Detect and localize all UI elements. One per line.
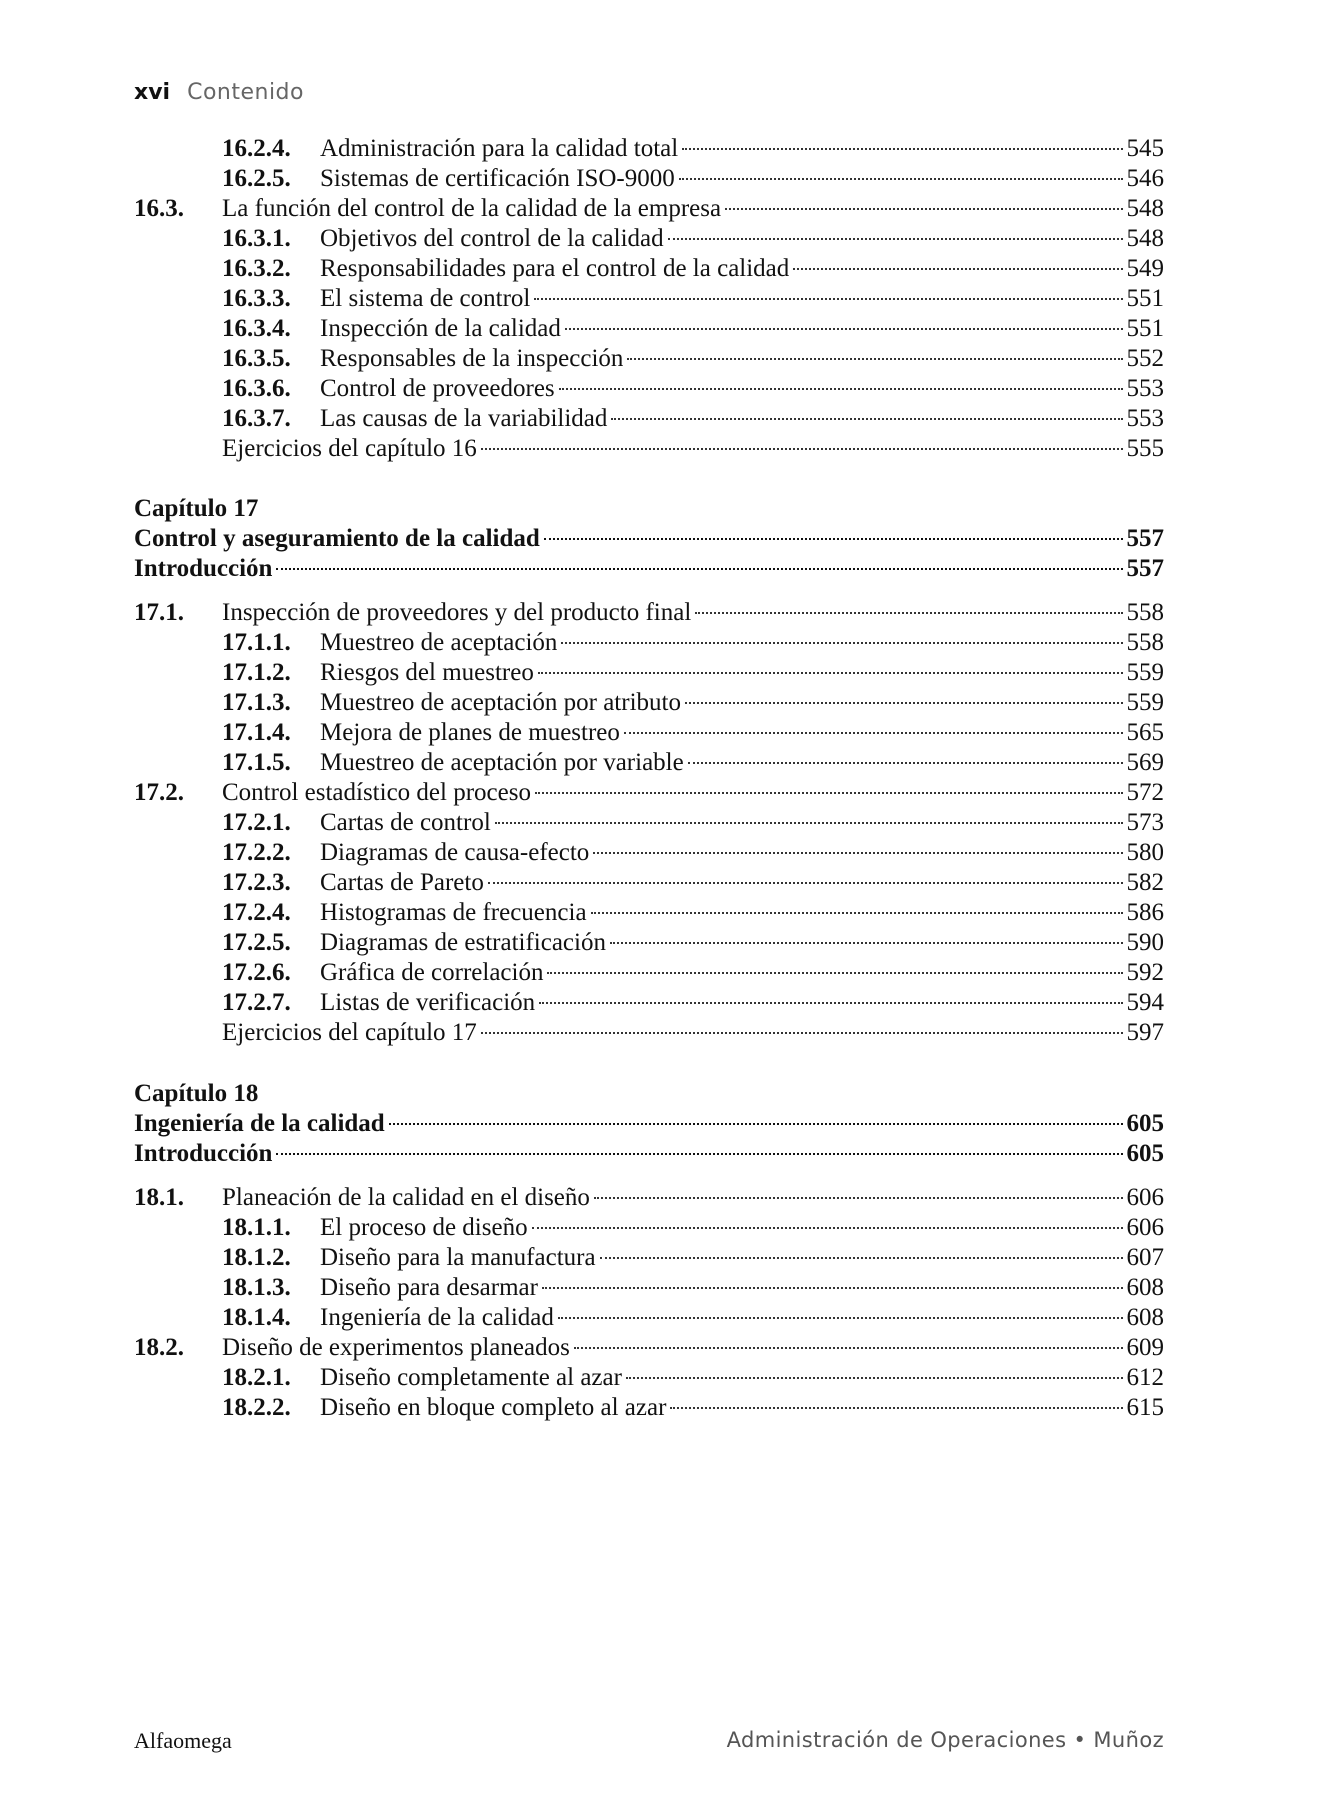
toc-entry[interactable] (134, 689, 1164, 723)
toc-entry[interactable] (134, 1184, 1164, 1218)
entry-title: Cartas de Pareto (320, 869, 484, 896)
entry-page: 555 (1126, 435, 1164, 462)
entry-number: 18.2. (134, 1334, 184, 1361)
entry-title: Responsabilidades para el control de la calidad (320, 255, 790, 282)
entry-page: 615 (1126, 1394, 1164, 1421)
entry-title: Inspección de proveedores y del producto final (222, 599, 692, 626)
entry-title: Diseño para desarmar (320, 1274, 538, 1301)
dot-leader (600, 1257, 1123, 1259)
dot-leader (624, 732, 1123, 734)
entry-number: 16.2.4. (222, 135, 291, 162)
entry-title: Objetivos del control de la calidad (320, 225, 664, 252)
entry-number: 17.1. (134, 599, 184, 626)
entry-line (320, 869, 1164, 897)
entry-line (320, 315, 1164, 343)
entry-title: Las causas de la variabilidad (320, 405, 608, 432)
entry-number: 16.3.2. (222, 255, 291, 282)
chapter-label: Capítulo 18 (134, 1080, 259, 1107)
dot-leader (535, 792, 1123, 794)
toc-entry[interactable] (134, 989, 1164, 1023)
entry-title: Ejercicios del capítulo 17 (222, 1019, 477, 1046)
entry-line (320, 165, 1164, 193)
toc-entry[interactable] (134, 1019, 1164, 1053)
toc-entry[interactable] (134, 1364, 1164, 1398)
dot-leader (495, 822, 1123, 824)
entry-title: Gráfica de correlación (320, 959, 544, 986)
entry-number: 17.2.5. (222, 929, 291, 956)
entry-number: 17.2.7. (222, 989, 291, 1016)
dot-leader (626, 1377, 1123, 1379)
entry-title: Introducción (134, 1140, 273, 1167)
dot-leader (565, 328, 1123, 330)
entry-number: 17.2.3. (222, 869, 291, 896)
entry-page: 605 (1126, 1140, 1164, 1167)
toc-entry[interactable] (134, 779, 1164, 813)
entry-number: 16.3.1. (222, 225, 291, 252)
entry-page: 557 (1126, 525, 1164, 552)
entry-title: Riesgos del muestreo (320, 659, 534, 686)
entry-number: 18.2.1. (222, 1364, 291, 1391)
entry-line (222, 1184, 1164, 1212)
toc-entry[interactable] (134, 899, 1164, 933)
entry-number: 16.3.4. (222, 315, 291, 342)
entry-title: Inspección de la calidad (320, 315, 561, 342)
entry-number: 16.3.3. (222, 285, 291, 312)
toc-entry[interactable] (134, 749, 1164, 783)
entry-line (320, 135, 1164, 163)
entry-line (320, 225, 1164, 253)
entry-number: 17.2. (134, 779, 184, 806)
entry-title: El proceso de diseño (320, 1214, 528, 1241)
entry-title: Ingeniería de la calidad (134, 1110, 385, 1137)
entry-line (320, 629, 1164, 657)
dot-leader (725, 208, 1122, 210)
entry-line (320, 375, 1164, 403)
entry-page: 559 (1126, 689, 1164, 716)
toc-entry[interactable] (134, 1394, 1164, 1428)
toc-entry[interactable] (134, 659, 1164, 693)
introduction-row[interactable] (134, 1140, 1164, 1174)
entry-page: 605 (1126, 1110, 1164, 1137)
entry-line (320, 689, 1164, 717)
entry-page: 559 (1126, 659, 1164, 686)
entry-line (222, 1334, 1164, 1362)
entry-line (222, 1019, 1164, 1047)
dot-leader (593, 852, 1122, 854)
entry-line (134, 1110, 1164, 1138)
entry-page: 580 (1126, 839, 1164, 866)
toc-entry[interactable] (134, 869, 1164, 903)
dot-leader (591, 912, 1123, 914)
dot-leader (611, 418, 1122, 420)
entry-page: 592 (1126, 959, 1164, 986)
dot-leader (668, 238, 1123, 240)
entry-page: 606 (1126, 1184, 1164, 1211)
chapter-label: Capítulo 17 (134, 495, 259, 522)
entry-page: 549 (1126, 255, 1164, 282)
toc-entry[interactable] (134, 435, 1164, 469)
entry-title: Muestreo de aceptación por variable (320, 749, 684, 776)
toc-entry[interactable] (134, 929, 1164, 963)
toc-entry[interactable] (134, 225, 1164, 259)
entry-title: Ejercicios del capítulo 16 (222, 435, 477, 462)
entry-number: 17.2.2. (222, 839, 291, 866)
entry-number: 17.1.2. (222, 659, 291, 686)
entry-title: Sistemas de certificación ISO-9000 (320, 165, 675, 192)
entry-line (320, 749, 1164, 777)
entry-title: Introducción (134, 555, 273, 582)
dot-leader (574, 1347, 1123, 1349)
toc-entry[interactable] (134, 315, 1164, 349)
dot-leader (547, 972, 1122, 974)
entry-page: 573 (1126, 809, 1164, 836)
entry-line (320, 1274, 1164, 1302)
entry-page: 597 (1126, 1019, 1164, 1046)
entry-number: 16.3.6. (222, 375, 291, 402)
entry-page: 546 (1126, 165, 1164, 192)
entry-title: Diagramas de estratificación (320, 929, 606, 956)
entry-title: Ingeniería de la calidad (320, 1304, 554, 1331)
toc-entry[interactable] (134, 959, 1164, 993)
footer-book-title: Administración de Operaciones • Muñoz (726, 1728, 1164, 1752)
entry-title: Control estadístico del proceso (222, 779, 531, 806)
entry-page: 569 (1126, 749, 1164, 776)
dot-leader (488, 882, 1123, 884)
entry-line (320, 989, 1164, 1017)
entry-page: 572 (1126, 779, 1164, 806)
entry-number: 17.2.1. (222, 809, 291, 836)
toc-entry[interactable] (134, 629, 1164, 663)
entry-page: 565 (1126, 719, 1164, 746)
toc-entry[interactable] (134, 375, 1164, 409)
toc-entry[interactable] (134, 719, 1164, 753)
dot-leader (276, 1153, 1122, 1155)
entry-page: 590 (1126, 929, 1164, 956)
footer-publisher: Alfaomega (134, 1728, 232, 1753)
entry-title: La función del control de la calidad de la empresa (222, 195, 722, 222)
dot-leader (544, 538, 1123, 540)
entry-page: 553 (1126, 375, 1164, 402)
dot-leader (627, 358, 1122, 360)
entry-line (320, 839, 1164, 867)
dot-leader (538, 672, 1123, 674)
entry-line (320, 1364, 1164, 1392)
entry-title: Histogramas de frecuencia (320, 899, 587, 926)
entry-number: 17.1.4. (222, 719, 291, 746)
dot-leader (670, 1407, 1122, 1409)
toc-entry[interactable] (134, 135, 1164, 169)
dot-leader (559, 388, 1123, 390)
entry-line (320, 255, 1164, 283)
dot-leader (389, 1123, 1123, 1125)
entry-number: 17.1.1. (222, 629, 291, 656)
entry-title: Diagramas de causa-efecto (320, 839, 590, 866)
entry-number: 16.3.7. (222, 405, 291, 432)
toc-entry[interactable] (134, 839, 1164, 873)
dot-leader (532, 1227, 1123, 1229)
toc-entry[interactable] (134, 285, 1164, 319)
entry-number: 18.1.3. (222, 1274, 291, 1301)
toc-entry[interactable] (134, 405, 1164, 439)
header-page-number: xvi (134, 80, 171, 105)
entry-line (320, 659, 1164, 687)
entry-page: 609 (1126, 1334, 1164, 1361)
chapter-title-row[interactable] (134, 525, 1164, 559)
entry-page: 594 (1126, 989, 1164, 1016)
entry-line (320, 959, 1164, 987)
toc-entry[interactable] (134, 599, 1164, 633)
entry-page: 582 (1126, 869, 1164, 896)
entry-title: Control y aseguramiento de la calidad (134, 525, 540, 552)
entry-line (320, 899, 1164, 927)
entry-title: Diseño en bloque completo al azar (320, 1394, 667, 1421)
entry-page: 548 (1126, 225, 1164, 252)
entry-page: 545 (1126, 135, 1164, 162)
entry-page: 608 (1126, 1274, 1164, 1301)
entry-line (320, 285, 1164, 313)
dot-leader (534, 298, 1122, 300)
entry-title: Listas de verificación (320, 989, 536, 1016)
entry-line (320, 929, 1164, 957)
entry-page: 558 (1126, 599, 1164, 626)
entry-number: 17.1.5. (222, 749, 291, 776)
toc-entry[interactable] (134, 345, 1164, 379)
entry-line (222, 779, 1164, 807)
entry-number: 18.1.1. (222, 1214, 291, 1241)
toc-entry[interactable] (134, 195, 1164, 229)
toc-entry[interactable] (134, 1304, 1164, 1338)
entry-page: 548 (1126, 195, 1164, 222)
toc-entry[interactable] (134, 255, 1164, 289)
dot-leader (561, 642, 1122, 644)
entry-page: 608 (1126, 1304, 1164, 1331)
entry-line (134, 1140, 1164, 1168)
header-title: Contenido (187, 80, 304, 105)
dot-leader (558, 1317, 1123, 1319)
toc-entry[interactable] (134, 1334, 1164, 1368)
entry-number: 18.1.2. (222, 1244, 291, 1271)
entry-page: 551 (1126, 315, 1164, 342)
entry-page: 558 (1126, 629, 1164, 656)
dot-leader (594, 1197, 1123, 1199)
page-header (134, 80, 304, 105)
dot-leader (688, 762, 1123, 764)
toc-entry[interactable] (134, 165, 1164, 199)
toc-entry[interactable] (134, 1244, 1164, 1278)
entry-number: 18.1. (134, 1184, 184, 1211)
entry-line (320, 1244, 1164, 1272)
entry-number: 17.1.3. (222, 689, 291, 716)
entry-line (320, 1394, 1164, 1422)
dot-leader (539, 1002, 1122, 1004)
entry-page: 557 (1126, 555, 1164, 582)
entry-line (320, 719, 1164, 747)
toc-entry[interactable] (134, 1274, 1164, 1308)
entry-title: Muestreo de aceptación por atributo (320, 689, 681, 716)
entry-line (222, 599, 1164, 627)
entry-title: Administración para la calidad total (320, 135, 679, 162)
entry-line (222, 195, 1164, 223)
entry-page: 606 (1126, 1214, 1164, 1241)
entry-title: Control de proveedores (320, 375, 555, 402)
entry-page: 552 (1126, 345, 1164, 372)
dot-leader (682, 148, 1122, 150)
entry-page: 586 (1126, 899, 1164, 926)
dot-leader (481, 448, 1123, 450)
dot-leader (685, 702, 1123, 704)
entry-line (320, 1214, 1164, 1242)
entry-number: 17.2.4. (222, 899, 291, 926)
entry-number: 16.3. (134, 195, 184, 222)
entry-title: Planeación de la calidad en el diseño (222, 1184, 590, 1211)
dot-leader (542, 1287, 1123, 1289)
toc-entry[interactable] (134, 1214, 1164, 1248)
introduction-row[interactable] (134, 555, 1164, 589)
entry-line (134, 525, 1164, 553)
entry-title: Mejora de planes de muestreo (320, 719, 620, 746)
entry-line (320, 405, 1164, 433)
dot-leader (679, 178, 1123, 180)
entry-number: 18.2.2. (222, 1394, 291, 1421)
entry-number: 16.2.5. (222, 165, 291, 192)
dot-leader (695, 612, 1122, 614)
entry-line (222, 435, 1164, 463)
entry-line (134, 555, 1164, 583)
dot-leader (793, 268, 1122, 270)
entry-number: 18.1.4. (222, 1304, 291, 1331)
entry-number: 17.2.6. (222, 959, 291, 986)
dot-leader (481, 1032, 1123, 1034)
entry-page: 612 (1126, 1364, 1164, 1391)
dot-leader (610, 942, 1123, 944)
entry-page: 553 (1126, 405, 1164, 432)
toc-entry[interactable] (134, 809, 1164, 843)
entry-line (320, 809, 1164, 837)
entry-title: El sistema de control (320, 285, 531, 312)
entry-title: Diseño de experimentos planeados (222, 1334, 570, 1361)
entry-page: 551 (1126, 285, 1164, 312)
entry-title: Responsables de la inspección (320, 345, 624, 372)
entry-page: 607 (1126, 1244, 1164, 1271)
chapter-title-row[interactable] (134, 1110, 1164, 1144)
entry-number: 16.3.5. (222, 345, 291, 372)
entry-title: Diseño completamente al azar (320, 1364, 622, 1391)
entry-title: Cartas de control (320, 809, 491, 836)
entry-line (320, 345, 1164, 373)
entry-title: Muestreo de aceptación (320, 629, 558, 656)
dot-leader (276, 568, 1122, 570)
entry-title: Diseño para la manufactura (320, 1244, 596, 1271)
entry-line (320, 1304, 1164, 1332)
